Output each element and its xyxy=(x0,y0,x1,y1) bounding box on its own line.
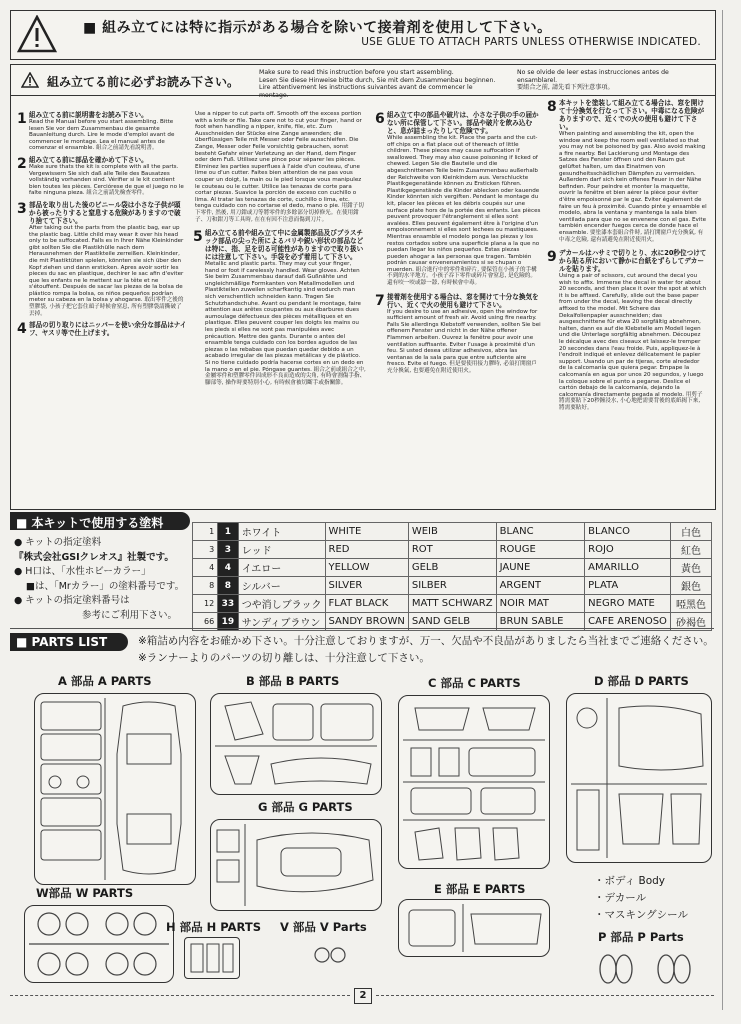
caution-section xyxy=(10,64,716,510)
paint-name-en: YELLOW xyxy=(325,559,408,577)
parts-title-bar xyxy=(10,633,128,651)
runner-h xyxy=(184,937,240,979)
step-number: 8 xyxy=(547,99,557,115)
paint-h-code: 66 xyxy=(193,613,218,631)
step-text: If you desire to use an adhesive, open the window for sufficient amount of fresh air. Avoid using fire nearby. Falls Sie allerdings Klebstoff verwenden, sollten Sie bei offenem Fenster und nicht in der Nähe offener Flammen arbeiten. Ouvrez la fenêtre pour avoir une ventilation suffisante. Eviter l'usage à proximité d'un feu. Si usted desea utilizar adhesivos, abra las ventanas de la sala para que entre suficiente aire fresco. Evite el fuego. 但是要使用接力膠時, 必須打開窗戶充分換氣, 也要避免在附近使用火。 xyxy=(387,308,541,374)
step-block xyxy=(547,99,707,243)
step-number: 4 xyxy=(17,321,27,338)
step-text: While assembling the kit. Place the parts and the cut-off chips on a flat place out of thereach of little children. These pieces may cause suffocation if swallowed. They may also cause poisoning if licked of chewed. Legen Sie die Bauteile und die abgeschnittenen Teile beim Zusammenbau außerhalb der Reichweite von Kleinkindern aus. Verschluckte Plastikgegenstände können zu Ersticken führen. Plastikgegenstände die Kinder ablecken oder kauende Kinder könnten sich vergiften. Pendant le montage du kit, placer les pièces et les débris coupés sur une surface plate hors de la portée des enfants. Les pièces peuvent provoquer l'étranglement si elles sont avalées. Elles peuvent également être à l'origine d'un empoisonnement si elles sont lechees ou mastiquees. Mientras ensamble el modelo ponga las piezas y los restos cortados sobre una superficie plana a la que no puedan llegar los niños pequeños. Estas piezas pueden ahogar a las personas que tragen. También podrán causar envenenamientos si se chupan o muerden. 組合進行中的零件和碎片, 要保管在小孩子的手構不到的水平地方。小孩子吞下零件或碎片會窒息, 是危險的。還有咬一咬或舔一舔, 有時候會中毒。 xyxy=(387,135,541,287)
runner-b-drawing xyxy=(211,694,381,794)
paint-name-jp: シルバー xyxy=(238,577,325,595)
page-edge-tab xyxy=(722,10,735,1010)
paint-h-code: 12 xyxy=(193,595,218,613)
parts-group-label-d: D 部品 D PARTS xyxy=(594,674,689,688)
step-number: 1 xyxy=(17,111,27,127)
step-heading: 接着剤を使用する場合は、窓を開けて十分な換気を行い、近くで火の使用も避けて下さい。 xyxy=(387,292,539,309)
parts-group-label-c: C 部品 C PARTS xyxy=(428,676,521,690)
step-block xyxy=(547,249,707,411)
step-block xyxy=(375,111,541,287)
caution-line: No se olvide de leer estas instrucciones antes de ensamblarel. xyxy=(517,69,669,84)
paint-note: 参考にご利用下さい。 xyxy=(82,609,178,621)
runner-c-drawing xyxy=(399,696,549,868)
paint-name-cn: 紅色 xyxy=(670,541,711,559)
paint-row xyxy=(193,541,712,559)
paint-row xyxy=(193,595,712,613)
paint-h-code: 8 xyxy=(193,577,218,595)
paint-table xyxy=(192,522,712,631)
step-heading: 組み立て中の部品や破片は、小さな子供の手の届かない所に保管して下さい。部品や破片を飲み込むと、息が詰まったりして危険です。 xyxy=(387,111,539,135)
runner-h-drawing xyxy=(185,938,239,978)
runner-a-drawing xyxy=(35,694,195,884)
paint-name-es: PLATA xyxy=(585,577,671,595)
paint-name-en: WHITE xyxy=(325,523,408,541)
paint-note: 『株式会社GSIクレオス』社製です。 xyxy=(14,551,174,563)
runner-v xyxy=(312,941,352,971)
paint-note: ■は、「Mrカラー」の塗料番号です。 xyxy=(26,580,185,592)
paint-note: ● キットの指定塗料 xyxy=(14,537,102,548)
paint-title: ■ 本キットで使用する塗料 xyxy=(16,516,164,530)
paint-row xyxy=(193,577,712,595)
paint-name-jp: レッド xyxy=(238,541,325,559)
paint-name-fr: BRUN SABLE xyxy=(496,613,585,631)
runner-c xyxy=(398,695,550,869)
extras-list xyxy=(594,873,688,924)
paint-name-es: BLANCO xyxy=(585,523,671,541)
paint-name-fr: ROUGE xyxy=(496,541,585,559)
step-number: 3 xyxy=(17,200,27,217)
caution-lines xyxy=(259,69,499,99)
parts-title: ■ PARTS LIST xyxy=(16,635,108,649)
parts-section xyxy=(10,628,714,1007)
runner-d xyxy=(566,693,712,863)
parts-group-label-b: B 部品 B PARTS xyxy=(246,674,340,688)
top-header xyxy=(10,10,716,60)
steps-column-2 xyxy=(193,111,367,501)
step-text: When painting and assembling the kit, open the window and keep the room well ventilated so that you may not be poisoned by gas. Also avoid making a fire nearby. Bei Lackierung und Montage des Satzes des Fenster öffnen und den Raum gut gelüftet halten, um das Einatmen von gesundheitsschädlichen Dämpfen zu vermeiden. Außerdem darf sich kein offenes Feuer in der Nähe befinden. Pour peindre et monter la maquette, ouvrir la fenêtre et bien aérer la pièce pour éviter d'être empoisonné par le gaz. Eviter également de faire un feu à proximité. Cuando pinte y ensamble el modelo, abra la ventana y mantenga la sala bien ventilada para que no se envenene con el gas. Evite también encender fuegos cerca de donde hace el ensamble. 要塗漆本套組合件時, 請打開窗戶充分換氣, 有中毒之危險, 還有請避免在附近使用火。 xyxy=(559,131,707,243)
warning-triangle-icon xyxy=(17,15,57,53)
paint-m-code: 1 xyxy=(218,523,239,541)
paint-name-de: ROT xyxy=(408,541,496,559)
step-text: After taking out the parts from the plastic bag, ear up the plastic bag. Little child may wear it over his head only to be suffocated. Falls es in Ihrer Nähe Kleinkinder gibt sollten Sie die Plastikhülle nach dem Herausnehmen der Plastikteile zerreißen. Kleinkinder, die mit Plastiktüten spielen, könnten sie sich über den Kopf ziehen und dann ersticken. Apres avoir sortir les pieces du sac en plastique, dechirer le sac afin d'eviter que les enfants ne le mettent sur la tête et ne s'étouffent. Después de sacar las piezas de la bolsa de plástico rompa la bolsa, os niños pequeños podrían meter su cabeza en la bolsa y ahogarse. 取出零件之後的塑膠袋, 小孩子把它套住頭子時候會窒息, 所有塑膠袋請撕破了丟掉。 xyxy=(29,224,184,317)
paint-m-code: 19 xyxy=(218,613,239,631)
parts-group-label-p: P 部品 P Parts xyxy=(598,930,684,944)
runner-e-drawing xyxy=(399,900,549,956)
step-heading: 部品を取り出した後のビニール袋は小さな子供が頭から被ったりすると窒息する危険がありますので破り捨てて下さい。 xyxy=(29,200,181,225)
step-text: Metallic and plastic parts. They may cut your finger, hand or foot if carelessly handled. Wear gloves. Achten Sie beim Zusammenbau darauf daß Gußnähte und ungleichmäßige Formkanten von Metallmodellen und Plastikteilen zuweilen scharfkantig sind wodurch man sich verschentlich schneiden kann. Tragen Sie Schutzhandschuhe. Avant ou pendant le montage, faire attention aux arêtes coupantes ou aux ébarbures dues aumoulage défectueux des pièces métalliques et en plastique. Elles peuvent couper les doigts les mains ou les pieds si elles ne sont pas manipulées avec précaution. Mettre des gants. Durante o antes del ensamble tenga cuidado con los bordes agudos de las piezas o las rebabas que puedan quedar debido a un acabado irregular de las piezas metálicas y de plástico. Si no tiene cuidado podría hacerse cortes en un dedo en la mano o en el pie. Póngase guantes. 組合之前或組合之中, 金屬零件和塑膠零件因成形不良而造成的尖角, 有時會割傷手指、腳部等, 操作時要特別小心, 有時候會被切斷手或指關節。 xyxy=(205,261,366,386)
extra-item: ・マスキングシール xyxy=(594,909,688,921)
paint-name-jp: サンディブラウン xyxy=(238,613,325,631)
step-block xyxy=(375,293,541,375)
paint-section xyxy=(10,512,714,629)
paint-h-code: 1 xyxy=(193,523,218,541)
paint-name-de: SAND GELB xyxy=(408,613,496,631)
paint-name-jp: つや消しブラック xyxy=(238,595,325,613)
runner-g-drawing xyxy=(211,820,381,910)
step-number: 5 xyxy=(193,229,203,246)
step-number: 2 xyxy=(17,155,27,172)
paint-note: ● H口は、「水性ホビーカラー」 xyxy=(14,566,151,577)
page-number-text: 2 xyxy=(359,990,367,1001)
paint-name-fr: ARGENT xyxy=(496,577,585,595)
step-block xyxy=(193,229,367,386)
step-block xyxy=(17,321,187,337)
paint-name-en: SILVER xyxy=(325,577,408,595)
paint-notes xyxy=(14,536,194,623)
paint-name-cn: 黃色 xyxy=(670,559,711,577)
runner-a xyxy=(34,693,196,885)
paint-name-es: ROJO xyxy=(585,541,671,559)
parts-group-label-w: W部品 W PARTS xyxy=(36,886,134,900)
step-heading: 組み立てる前に説明書をお読み下さい。 xyxy=(29,111,148,119)
parts-group-label-h: H 部品 H PARTS xyxy=(166,920,261,934)
glue-notice-jp: ■ 組み立てには特に指示がある場合を除いて接着剤を使用して下さい。 xyxy=(83,20,552,36)
glue-notice-en: USE GLUE TO ATTACH PARTS UNLESS OTHERWISE INDICATED. xyxy=(361,36,701,48)
paint-name-en: FLAT BLACK xyxy=(325,595,408,613)
paint-row xyxy=(193,523,712,541)
caution-small-triangle-icon xyxy=(21,72,39,92)
bottom-rule xyxy=(10,995,350,996)
caution-line: Lire attentivement les instructions suivantes avant de commencer le montage. xyxy=(259,84,473,99)
parts-note-2: ※ランナーよりのパーツの切り離しは、十分注意して下さい。 xyxy=(138,652,430,664)
step-block xyxy=(17,156,187,197)
caution-title-jp: 組み立てる前に必ずお読み下さい。 xyxy=(47,75,240,89)
step-heading: 本キットを塗装して組み立てる場合は、窓を開けて十分換気を行なって下さい。中毒になる危険がありますので、近くでの火の使用も避けて下さい。 xyxy=(559,99,705,131)
paint-h-code: 3 xyxy=(193,541,218,559)
runner-p xyxy=(596,949,706,989)
runner-d-drawing xyxy=(567,694,711,862)
caution-line: Make sure to read this instruction before you start assembling. xyxy=(259,69,454,76)
paint-name-cn: 啞黑色 xyxy=(670,595,711,613)
paint-row xyxy=(193,559,712,577)
paint-name-fr: NOIR MAT xyxy=(496,595,585,613)
paint-m-code: 8 xyxy=(218,577,239,595)
paint-name-fr: JAUNE xyxy=(496,559,585,577)
paint-note: ● キットの指定塗料番号は xyxy=(14,595,130,606)
paint-name-en: RED xyxy=(325,541,408,559)
step-heading: 部品の切り取りにはニッパーを使い余分な部品はナイフ、ヤスリ等で仕上げます。 xyxy=(29,321,187,338)
paint-m-code: 4 xyxy=(218,559,239,577)
step-block xyxy=(17,111,187,152)
paint-name-de: SILBER xyxy=(408,577,496,595)
step-text: Read the Manual before you start assembling. Bitte lesen Sie vor dem Zusammenbau die gesamte Bauanleitung durch. Lire le mode d'emploi avant de commencer le montage. Lea el manual antes de comenzar el ensamble. 組合之前請先看說明書。 xyxy=(29,119,175,152)
paint-name-de: MATT SCHWARZ xyxy=(408,595,496,613)
runner-b xyxy=(210,693,382,795)
paint-name-en: SANDY BROWN xyxy=(325,613,408,631)
step-heading: 組み立てる前や組み立て中に金属製部品及びプラスチック部品の尖った所によるバリや鋭い形状の部品などは特に、指、足を切る可能性がありますので取り扱いには注意して下さい。手袋を必ず着用して下さい。 xyxy=(205,229,364,262)
caution-line: Lesen Sie diese Hinweise bitte durch, Sie mit dem Zusammenbau beginnen. xyxy=(259,76,496,84)
bottom-rule xyxy=(376,995,714,996)
step-heading: 組み立てる前に部品を確かめて下さい。 xyxy=(29,155,148,164)
paint-name-es: CAFE ARENOSO xyxy=(585,613,671,631)
paint-name-es: AMARILLO xyxy=(585,559,671,577)
caution-lines-right xyxy=(517,69,707,92)
paint-name-jp: ホワイト xyxy=(238,523,325,541)
runner-w xyxy=(24,905,174,983)
paint-name-cn: 銀色 xyxy=(670,577,711,595)
parts-group-label-e: E 部品 E PARTS xyxy=(434,882,526,896)
parts-group-label-a: A 部品 A PARTS xyxy=(58,674,152,688)
paint-name-de: WEIB xyxy=(408,523,496,541)
runner-g xyxy=(210,819,382,911)
runner-e xyxy=(398,899,550,957)
step-text: Make sure thats the kit is complete with all the parts. Vergewissern Sie sich daß alle Teile des Bausatzes vollständig vorhanden sind. Vérifier si le kit contient bien toutes les pièces. Cerciórese de que el juego no le falte ninguna pieza. 組合之前請先檢查零件。 xyxy=(29,163,184,197)
step-heading: デカールはハサミで切りとり、水に20秒位つけてから貼る所において静かに台紙をずらしてデカールを貼ります。 xyxy=(559,249,707,274)
paint-h-code: 4 xyxy=(193,559,218,577)
parts-group-label-g: G 部品 G PARTS xyxy=(258,800,353,814)
paint-name-fr: BLANC xyxy=(496,523,585,541)
paint-m-code: 33 xyxy=(218,595,239,613)
paint-name-cn: 砂褐色 xyxy=(670,613,711,631)
steps-column-3 xyxy=(375,111,541,501)
runner-w-drawing xyxy=(25,906,173,982)
page-number xyxy=(354,988,372,1004)
step-block xyxy=(17,201,187,317)
paint-title-bar xyxy=(10,512,190,530)
parts-group-label-v: V 部品 V Parts xyxy=(280,920,367,934)
caution-line: 要組合之前, 請先看下列注意事項。 xyxy=(517,84,614,92)
extra-item: ・ボディ Body xyxy=(594,875,666,887)
caution-title-bar xyxy=(11,65,715,99)
paint-name-cn: 白色 xyxy=(670,523,711,541)
step-number: 7 xyxy=(375,292,385,309)
step-text: Using a pair of scissors, cut around the decal you wish to affix. Immerse the decal in water for about 20 seconds, and then place it over the spot at which it is be affixed. Carefully, slide out the base paper from under the decal, leaving the decal directly affixed to the model. Mit Schere das Dekalfolienpapier ausschneiden; das ausgeschnittene für etwa 20 sorgfältig abnehmen, halten, dann es auf die Klebstelle am Modell legen und die Unterlage sorgfältig abnehmen. Découpez le décalque avec des ciseaux et laissez-le tremper 20 secondes dans l'eau froide. Puis, appliquez-le à l'endroit indiqué et enlevez délicatement le papier support. Usando un par de tijeras, corte alrededor de la calcomanía que quiera pegar. Empape la calcomanía en agua por unos 20 segundos, y luego la coloque sobre el punto a pegarse. Deslice el cartón debajo de la calcomanía, dejando la calcomanía directamente pegada al modelo. 用剪子將需要貼下20秒鐘浸水, 小心地把需要背後的底紙揭下來, 將需要貼好。 xyxy=(559,273,707,411)
runner-v-drawing xyxy=(312,941,352,971)
step-text-continued: Use a nipper to cut parts off. Smooth off the excess portion with a knife or file. Take care not to cut your finger, hand or foot when handling a nipper, knife, file, etc. Zum Ausschneiden der Stücke eine Zange anwenden; die überflüssigen Teile mit Messer oder Feile ausschleifen. Die Zange, Messer oder Feile vorsichtig gebrauchen, sonst besteht Gefahr einer Verletzung an der Hand, dem Finger oder dem Fuß. Utilisez une pince pour séparer les pièces. Eliminez les parties superflues à l'aide d'un couteau, d'une lime ou d'un cutter. Faites bien attention de ne pas vous couper un doigt, la main ou le pied lorsque vous manipulez le couteau ou le cutter. Utilice las tenazas de corte para cortar piezas. Suavice la porción de exceso con cuchillo o lima. Al tratar las tenazas de corte, cuchillo o lima, etc. tenga cuidado con no cortarse el dedo, mano o pie. 用鉗子切下零件, 然後, 用刀鉗或刀等將零件的多餘部分切掉修光。在使用鉗子、刀和鉗刀等工具時, 在在有因不注意而傷到刀片。 xyxy=(195,111,364,223)
paint-name-jp: イエロー xyxy=(238,559,325,577)
paint-name-de: GELB xyxy=(408,559,496,577)
steps-column-1 xyxy=(17,111,187,501)
runner-p-drawing xyxy=(596,949,706,989)
steps-column-4 xyxy=(547,99,707,501)
step-number: 9 xyxy=(547,249,557,266)
paint-name-es: NEGRO MATE xyxy=(585,595,671,613)
step-number: 6 xyxy=(375,111,385,127)
parts-note-1: ※箱詰め内容をお確かめ下さい。十分注意しておりますが、万一、欠品や不良品がありましたら当社までご連絡ください。 xyxy=(138,635,714,647)
extra-item: ・デカール xyxy=(594,892,647,904)
paint-m-code: 3 xyxy=(218,541,239,559)
